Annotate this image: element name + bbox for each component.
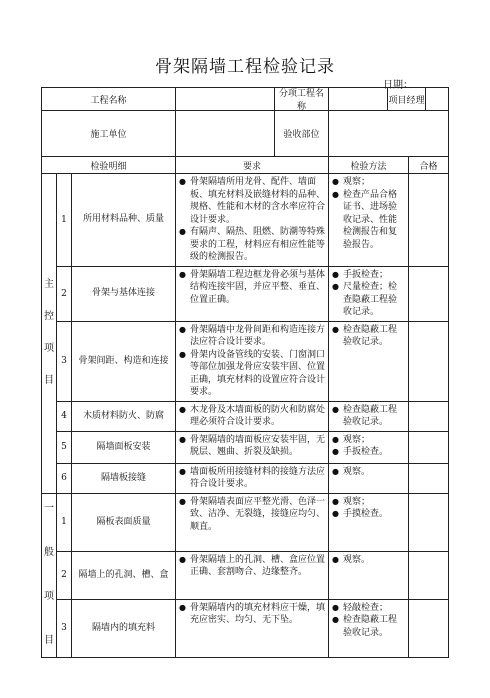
item-number: 2	[57, 266, 72, 321]
method-list-item: ● 观察；	[343, 496, 405, 509]
general-section-char: 目	[44, 635, 54, 646]
item-method	[329, 463, 409, 493]
item-name: 骨架间距、构造和连接	[72, 321, 176, 401]
item-requirement	[176, 174, 329, 267]
general-section-char: 般	[44, 547, 54, 558]
requirement-list-item: ● 骨架内设备管线的安装、门窗洞口等部位加强龙骨应安装牢固、位置正确，填充材料的设置应符合设计要求。	[190, 349, 325, 399]
inspection-table	[41, 87, 449, 658]
requirement-list-item: ● 木龙骨及木墙面板的防火和防腐处理必须符合设计要求。	[190, 404, 325, 429]
table-row	[42, 321, 449, 401]
pass-cell[interactable]	[409, 174, 449, 267]
table-row	[42, 174, 449, 267]
pass-cell[interactable]	[409, 431, 449, 463]
requirement-list	[176, 322, 328, 401]
item-method	[329, 431, 409, 463]
pass-cell[interactable]	[409, 463, 449, 493]
item-number: 1	[57, 174, 72, 267]
col-method-header: 检验方法	[329, 157, 409, 174]
requirement-list	[176, 402, 328, 431]
pass-cell[interactable]	[409, 266, 449, 321]
item-number: 6	[57, 463, 72, 493]
requirement-list	[176, 432, 328, 461]
item-name: 木质材料防火、防腐	[72, 401, 176, 431]
date-label: 日期：	[383, 80, 413, 91]
construction-unit-label: 施工单位	[42, 111, 176, 157]
table-row	[42, 431, 449, 463]
item-number: 4	[57, 401, 72, 431]
item-number: 2	[57, 551, 72, 599]
method-list	[329, 174, 408, 253]
method-list	[329, 464, 408, 481]
requirement-list-item: ● 骨架隔墙工程边框龙骨必须与基体结构连接牢固，并应平整、垂直、位置正确。	[190, 269, 325, 307]
pass-cell[interactable]	[409, 401, 449, 431]
pass-cell[interactable]	[409, 551, 449, 599]
method-list-item: ● 手摸检查。	[343, 508, 405, 521]
item-method	[329, 174, 409, 267]
requirement-list-item: ● 骨架隔墙中龙骨间距和构造连接方法应符合设计要求。	[190, 324, 325, 349]
item-requirement	[176, 401, 329, 431]
method-list-item: ● 观察；	[343, 434, 405, 447]
table-row	[42, 551, 449, 599]
col-detail-header: 检验明细	[42, 157, 176, 174]
item-name: 隔墙面板安装	[72, 431, 176, 463]
item-requirement	[176, 551, 329, 599]
item-requirement	[176, 493, 329, 551]
requirement-list-item: ● 墙面板所用接缝材料的接缝方法应符合设计要求。	[190, 466, 325, 491]
table-row	[42, 463, 449, 493]
main-section-char: 目	[44, 375, 54, 387]
construction-unit-input[interactable]	[176, 111, 275, 156]
pass-cell[interactable]	[409, 321, 449, 401]
item-name: 隔板表面质量	[72, 493, 176, 551]
general-section-char: 项	[44, 591, 54, 602]
requirement-list-item: ● 骨架隔墙上的孔洞、槽、盒应位置正确、套割吻合、边缘整齐。	[190, 554, 325, 579]
method-list-item: ● 观察。	[343, 554, 405, 567]
method-list	[329, 267, 408, 321]
method-list-item: ● 轻敲检查；	[343, 602, 405, 615]
main-section-char: 控	[44, 311, 54, 323]
item-requirement	[176, 431, 329, 463]
acceptance-dept-label: 验收部位	[283, 130, 320, 140]
requirement-list-item: ● 有隔声、隔热、阻燃、防潮等特殊要求的工程，材料应有相应性能等级的检测报告。	[190, 226, 325, 264]
project-name-value[interactable]	[176, 88, 329, 111]
requirement-list	[176, 174, 328, 266]
item-method	[329, 551, 409, 599]
table-row	[42, 493, 449, 551]
method-list-item: ● 检查隐蔽工程验收记录。	[343, 614, 405, 639]
method-list-item: ● 观察。	[343, 466, 405, 479]
item-method	[329, 493, 409, 551]
item-requirement	[176, 266, 329, 321]
table-row	[42, 599, 449, 657]
table-row	[42, 401, 449, 431]
method-list	[329, 552, 408, 569]
item-number: 3	[57, 599, 72, 657]
sub-project-input[interactable]	[329, 88, 388, 110]
requirement-list	[176, 552, 328, 581]
method-list-item: ● 手扳检查；	[343, 269, 405, 282]
requirement-list-item: ● 骨架隔墙表面应平整光滑、色泽一致、洁净、无裂缝，接缝应均匀、顺直。	[190, 496, 325, 534]
method-list-item: ● 检查产品合格证书、进场验收记录、性能检测报告和复验报告。	[343, 189, 405, 252]
main-section-char: 项	[44, 343, 54, 355]
method-list	[329, 600, 408, 642]
requirement-list	[176, 464, 328, 493]
project-manager-input[interactable]	[425, 88, 448, 110]
requirement-list-item: ● 骨架隔墙的墙面板应安装牢固，无脱层、翘曲、折裂及缺损。	[190, 434, 325, 459]
pass-cell[interactable]	[409, 493, 449, 551]
item-name: 隔墙上的孔洞、槽、盒	[72, 551, 176, 599]
construction-unit-value[interactable]	[176, 111, 329, 157]
item-number: 3	[57, 321, 72, 401]
method-list-item: ● 观察；	[343, 176, 405, 189]
item-number: 1	[57, 493, 72, 551]
item-method	[329, 401, 409, 431]
project-manager-label: 项目经理	[388, 95, 425, 106]
pass-cell[interactable]	[409, 599, 449, 657]
project-name-label: 工程名称	[42, 88, 176, 111]
item-method	[329, 321, 409, 401]
method-list-item: ● 检查隐蔽工程验收记录。	[343, 324, 405, 349]
method-list	[329, 432, 408, 461]
col-requirement-header: 要求	[176, 157, 329, 174]
general-section-label	[42, 493, 57, 657]
method-list	[329, 322, 408, 351]
item-number: 5	[57, 431, 72, 463]
requirement-list	[176, 494, 328, 536]
item-requirement	[176, 321, 329, 401]
item-requirement	[176, 463, 329, 493]
method-list	[329, 402, 408, 431]
general-section-char: 一	[44, 503, 54, 514]
item-name: 隔墙内的填充料	[72, 599, 176, 657]
method-list	[329, 494, 408, 523]
method-list-item: ● 尺量检查；检查隐蔽工程验收记录。	[343, 281, 405, 319]
col-pass-header: 合格	[409, 157, 449, 174]
item-name: 隔墙板接缝	[72, 463, 176, 493]
requirement-list-item: ● 骨架隔墙内的填充材料应干燥，填充应密实、均匀、无下坠。	[190, 602, 325, 627]
requirement-list	[176, 267, 328, 309]
requirement-list-item: ● 骨架隔墙所用龙骨、配件、墙面板、填充材料及嵌缝材料的品种、规格、性能和木材的含水率应符合设计要求。	[190, 176, 325, 226]
sub-project-cell	[329, 88, 449, 111]
item-method	[329, 599, 409, 657]
acceptance-dept-value[interactable]	[329, 111, 449, 157]
main-section-char: 主	[44, 279, 54, 291]
item-name: 所用材料品种、质量	[72, 174, 176, 267]
method-list-item: ● 检查隐蔽工程验收记录。	[343, 404, 405, 429]
table-row	[42, 266, 449, 321]
main-section-label	[42, 174, 57, 494]
item-requirement	[176, 599, 329, 657]
document-title: 骨架隔墙工程检验记录	[155, 57, 335, 77]
item-name: 骨架与基体连接	[72, 266, 176, 321]
item-method	[329, 266, 409, 321]
requirement-list	[176, 600, 328, 629]
project-name-input[interactable]	[176, 88, 275, 110]
method-list-item: ● 手扳检查。	[343, 446, 405, 459]
sub-project-label: 分项工程名称	[279, 89, 325, 112]
